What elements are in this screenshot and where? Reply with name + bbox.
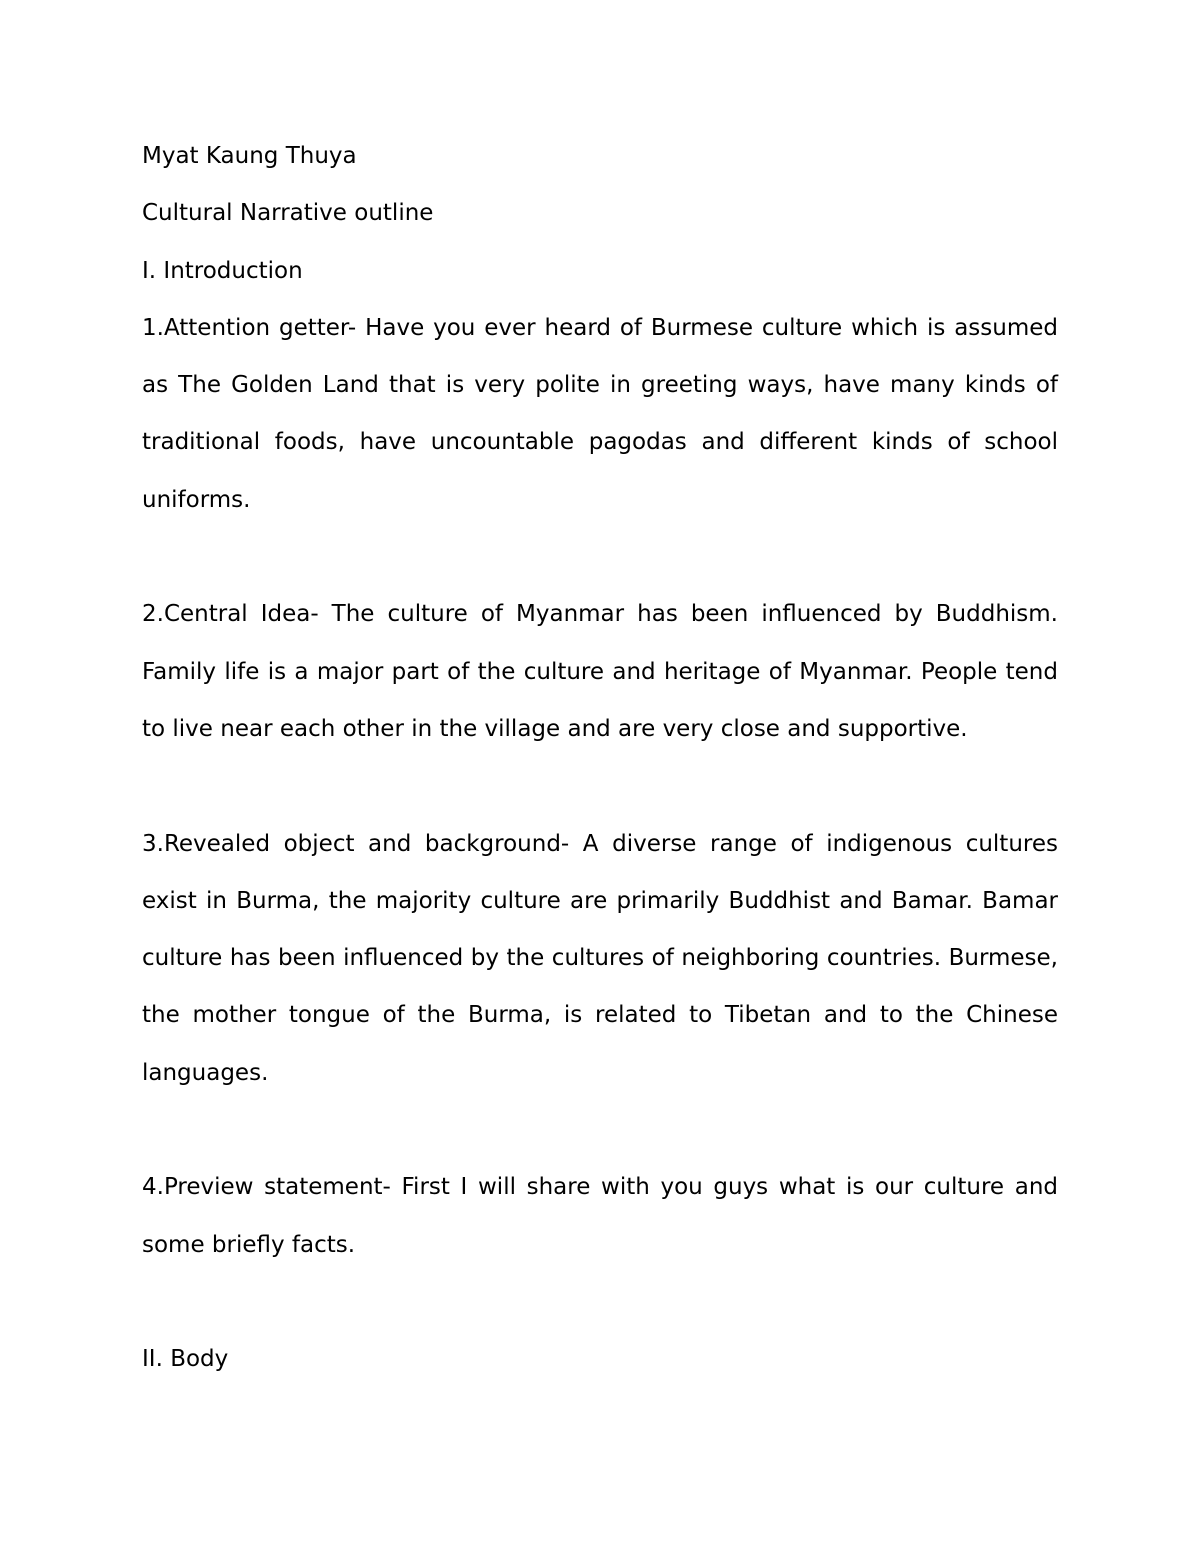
paragraph-spacer	[142, 758, 1058, 815]
document-title: Cultural Narrative outline	[142, 200, 434, 227]
attention-getter-paragraph: 1.Attention getter- Have you ever heard of Burmese culture which is assumed as The Golden Land that is very polite in greeting ways, have many kinds of traditional foods, have uncountable pagodas and different kinds of school uniforms.	[142, 314, 1058, 513]
central-idea-paragraph: 2.Central Idea- The culture of Myanmar has been influenced by Buddhism. Family life is a major part of the culture and heritage of Myanmar. People tend to live near each other in the village and are very close and supportive.	[142, 601, 1058, 742]
preview-statement-paragraph: 4.Preview statement- First I will share with you guys what is our culture and some briefly facts.	[142, 1174, 1058, 1258]
document-content	[142, 128, 1058, 1389]
section-heading-body: II. Body	[142, 1346, 229, 1373]
paragraph-spacer	[142, 529, 1058, 586]
author-name: Myat Kaung Thuya	[142, 143, 357, 169]
paragraph-spacer	[142, 1102, 1058, 1159]
paragraph-spacer	[142, 1274, 1058, 1331]
revealed-object-paragraph: 3.Revealed object and background- A diverse range of indigenous cultures exist in Burma, the majority culture are primarily Buddhist and Bamar. Bamar culture has been influenced by the cultures of neighboring countries. Burmese, the mother tongue of the Burma, is related to Tibetan and to the Chinese languages.	[142, 830, 1058, 1086]
section-heading-introduction: I. Introduction	[142, 257, 303, 284]
